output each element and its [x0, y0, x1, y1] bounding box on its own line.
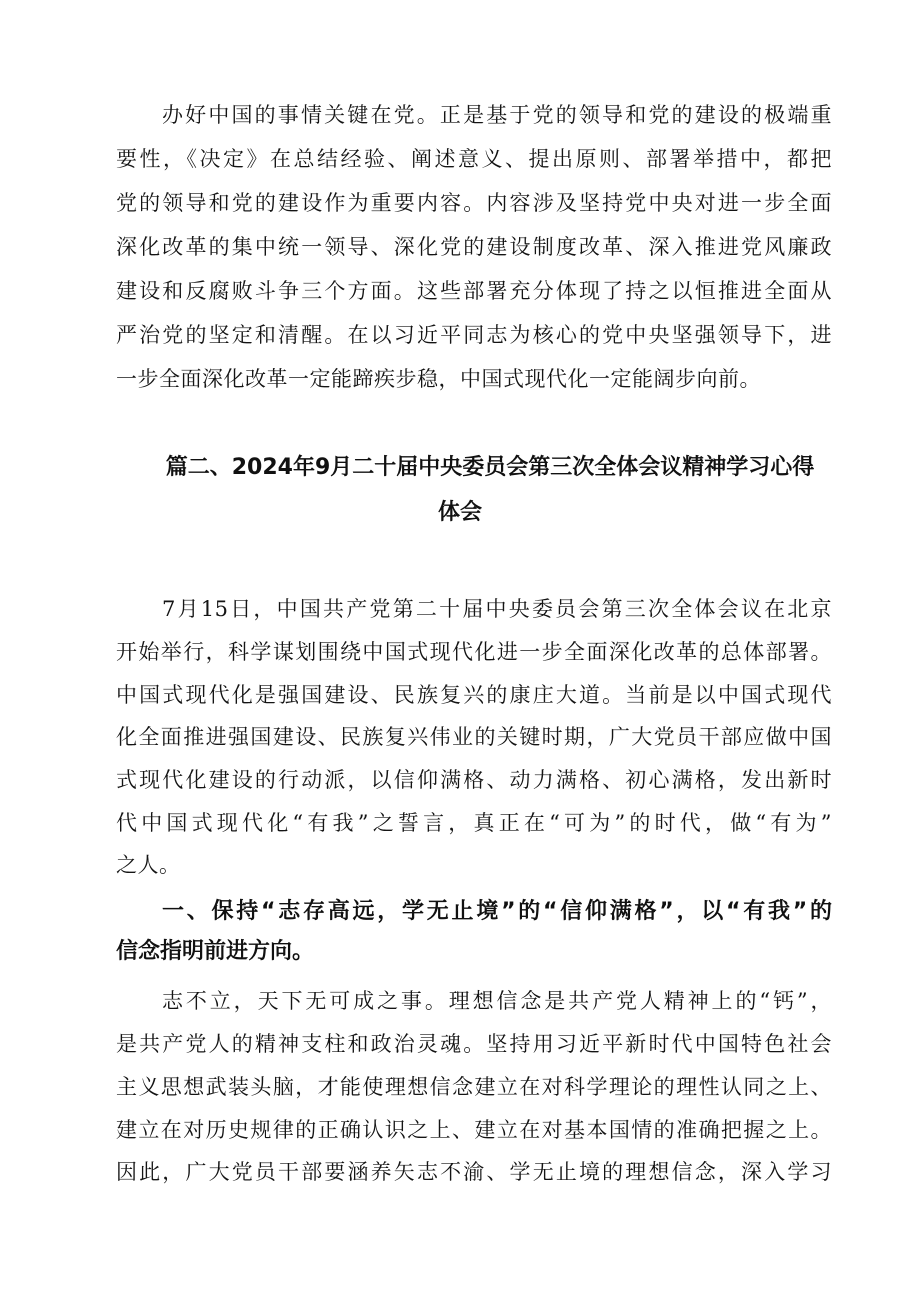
paragraph-2-line-2: 开始举行，科学谋划围绕中国式现代化进一步全面深化改革的总体部署。	[116, 640, 832, 664]
paragraph-1-line-3: 党的领导和党的建设作为重要内容。内容涉及坚持党中央对进一步全面	[116, 191, 832, 215]
paragraph-1-line-5: 建设和反腐败斗争三个方面。这些部署充分体现了持之以恒推进全面从	[116, 279, 832, 303]
paragraph-2-line-6: 代中国式现代化“有我”之誓言，真正在“可为”的时代，做“有为”	[116, 811, 832, 835]
section-title-line-1: 篇二、2024年9月二十届中央委员会第三次全体会议精神学习心得	[165, 455, 815, 480]
paragraph-3-line-2: 是共产党人的精神支柱和政治灵魂。坚持用习近平新时代中国特色社会	[116, 1032, 832, 1056]
subheading-1-line-2: 信念指明前进方向。	[116, 939, 315, 964]
paragraph-1-line-1: 办好中国的事情关键在党。正是基于党的领导和党的建设的极端重	[162, 103, 832, 127]
paragraph-3-line-5: 因此，广大党员干部要涵养矢志不渝、学无止境的理想信念，深入学习	[116, 1160, 832, 1184]
paragraph-1-line-4: 深化改革的集中统一领导、深化党的建设制度改革、深入推进党风廉政	[116, 235, 832, 259]
paragraph-2-line-5: 式现代化建设的行动派，以信仰满格、动力满格、初心满格，发出新时	[116, 768, 832, 792]
paragraph-3-line-4: 建立在对历史规律的正确认识之上、建立在对基本国情的准确把握之上。	[116, 1118, 832, 1142]
paragraph-2-line-1: 7月15日，中国共产党第二十届中央委员会第三次全体会议在北京	[162, 597, 832, 621]
paragraph-3-line-1: 志不立，天下无可成之事。理想信念是共产党人精神上的“钙”，	[162, 989, 832, 1013]
subheading-1-line-1: 一、保持“志存高远，学无止境”的“信仰满格”，以“有我”的	[162, 899, 832, 924]
paragraph-1-line-7: 一步全面深化改革一定能蹄疾步稳，中国式现代化一定能阔步向前。	[116, 367, 761, 391]
paragraph-2-line-7: 之人。	[116, 853, 181, 877]
section-title-line-2: 体会	[437, 500, 482, 525]
paragraph-1-line-2: 要性，《决定》在总结经验、阐述意义、提出原则、部署举措中，都把	[116, 147, 832, 171]
paragraph-2-line-4: 化全面推进强国建设、民族复兴伟业的关键时期，广大党员干部应做中国	[116, 725, 832, 749]
paragraph-3-line-3: 主义思想武装头脑，才能使理想信念建立在对科学理论的理性认同之上、	[116, 1075, 832, 1099]
paragraph-2-line-3: 中国式现代化是强国建设、民族复兴的康庄大道。当前是以中国式现代	[116, 683, 832, 707]
paragraph-1-line-6: 严治党的坚定和清醒。在以习近平同志为核心的党中央坚强领导下，进	[116, 323, 832, 347]
